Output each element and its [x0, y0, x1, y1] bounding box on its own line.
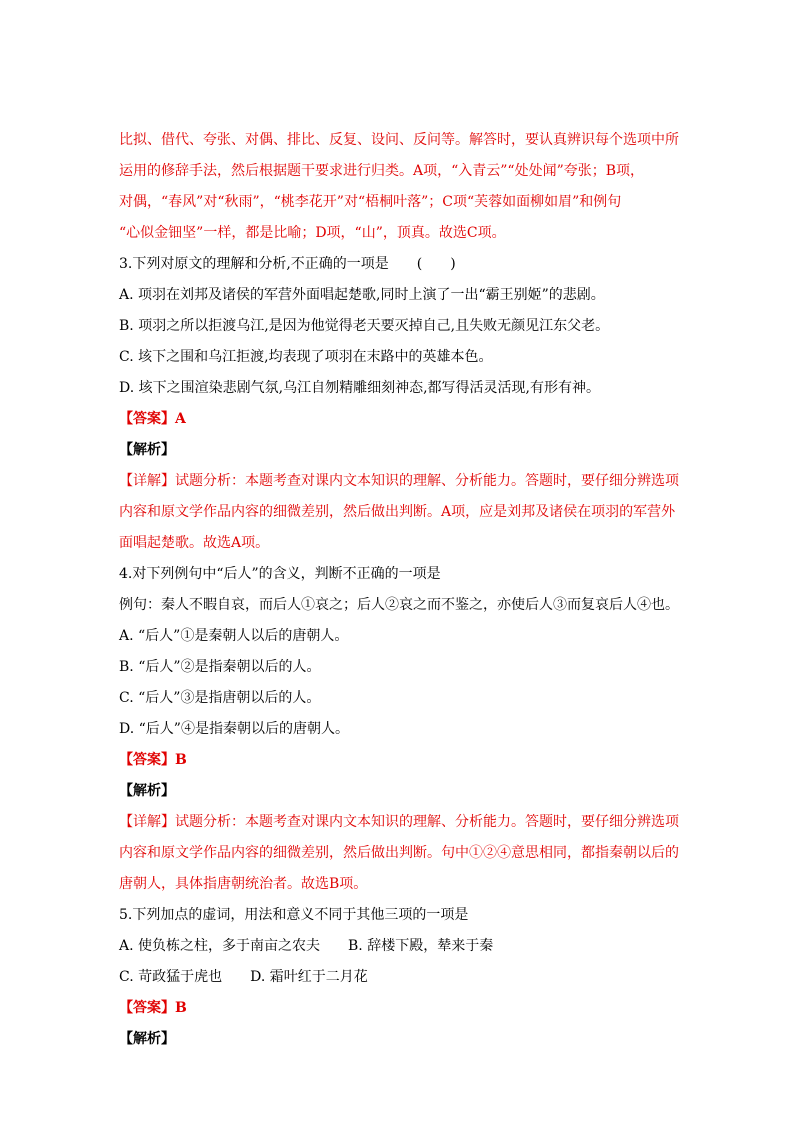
detail-line: 面唱起楚歌。故选A项。 [119, 535, 270, 551]
analysis-label: 【解析】 [119, 783, 175, 799]
question-5-title: 5.下列加点的虚词，用法和意义不同于其他三项的一项是 [119, 907, 469, 923]
detail-line: 内容和原文学作品内容的细微差别，然后做出判断。A项，应是刘邦及诸侯在项羽的军营外 [119, 504, 676, 520]
question-4-option-c: C. “后人”③是指唐朝以后的人。 [119, 690, 321, 706]
question-4-option-b: B. “后人”②是指秦朝以后的人。 [119, 659, 321, 675]
question-4-title: 4.对下列例句中“后人”的含义，判断不正确的一项是 [119, 566, 441, 582]
answer-label: 【答案】B [119, 752, 187, 768]
question-4-option-a: A. “后人”①是秦朝人以后的唐朝人。 [119, 628, 349, 644]
question-3-option-a: A. 项羽在刘邦及诸侯的军营外面唱起楚歌,同时上演了一出“霸王别姬”的悲剧。 [119, 287, 605, 303]
text-line: “心似金钿坚”一样，都是比喻；D项，“山”，顶真。故选C项。 [119, 225, 506, 241]
answer-label: 【答案】B [119, 1000, 187, 1016]
question-5-options-ab: A. 使负栋之柱，多于南亩之农夫 B. 辞楼下殿，辇来于秦 [119, 938, 494, 954]
analysis-label: 【解析】 [119, 1031, 175, 1047]
question-5-options-cd: C. 苛政猛于虎也 D. 霜叶红于二月花 [119, 969, 368, 985]
question-4-option-d: D. “后人”④是指秦朝以后的唐朝人。 [119, 721, 349, 737]
answer-label: 【答案】A [119, 411, 186, 427]
text-line: 比拟、借代、夸张、对偶、排比、反复、设问、反问等。解答时，要认真辨识每个选项中所 [119, 132, 679, 148]
detail-line: 内容和原文学作品内容的细微差别，然后做出判断。句中①②④意思相同，都指秦朝以后的 [119, 845, 679, 861]
question-4-example: 例句：秦人不暇自哀，而后人①哀之；后人②哀之而不鉴之，亦使后人③而复哀后人④也。 [119, 597, 679, 613]
detail-line: 【详解】试题分析：本题考查对课内文本知识的理解、分析能力。答题时，要仔细分辨选项 [119, 814, 679, 830]
detail-line: 唐朝人，具体指唐朝统治者。故选B项。 [119, 876, 368, 892]
question-3-option-c: C. 垓下之围和乌江拒渡,均表现了项羽在末路中的英雄本色。 [119, 349, 493, 365]
question-3-option-d: D. 垓下之围渲染悲剧气氛,乌江自刎精雕细刻神态,都写得活灵活现,有形有神。 [119, 380, 600, 396]
text-line: 对偶，“春风”对“秋雨”，“桃李花开”对“梧桐叶落”；C项“芙蓉如面柳如眉”和例句 [119, 194, 622, 210]
detail-line: 【详解】试题分析：本题考查对课内文本知识的理解、分析能力。答题时，要仔细分辨选项 [119, 473, 679, 489]
question-3-title: 3.下列对原文的理解和分析,不正确的一项是 ( ) [119, 256, 456, 272]
question-3-option-b: B. 项羽之所以拒渡乌江,是因为他觉得老天要灭掉自己,且失败无颜见江东父老。 [119, 318, 610, 334]
text-line: 运用的修辞手法，然后根据题干要求进行归类。A项，“入青云”“处处闻”夸张；B项， [119, 163, 645, 179]
analysis-label: 【解析】 [119, 442, 175, 458]
